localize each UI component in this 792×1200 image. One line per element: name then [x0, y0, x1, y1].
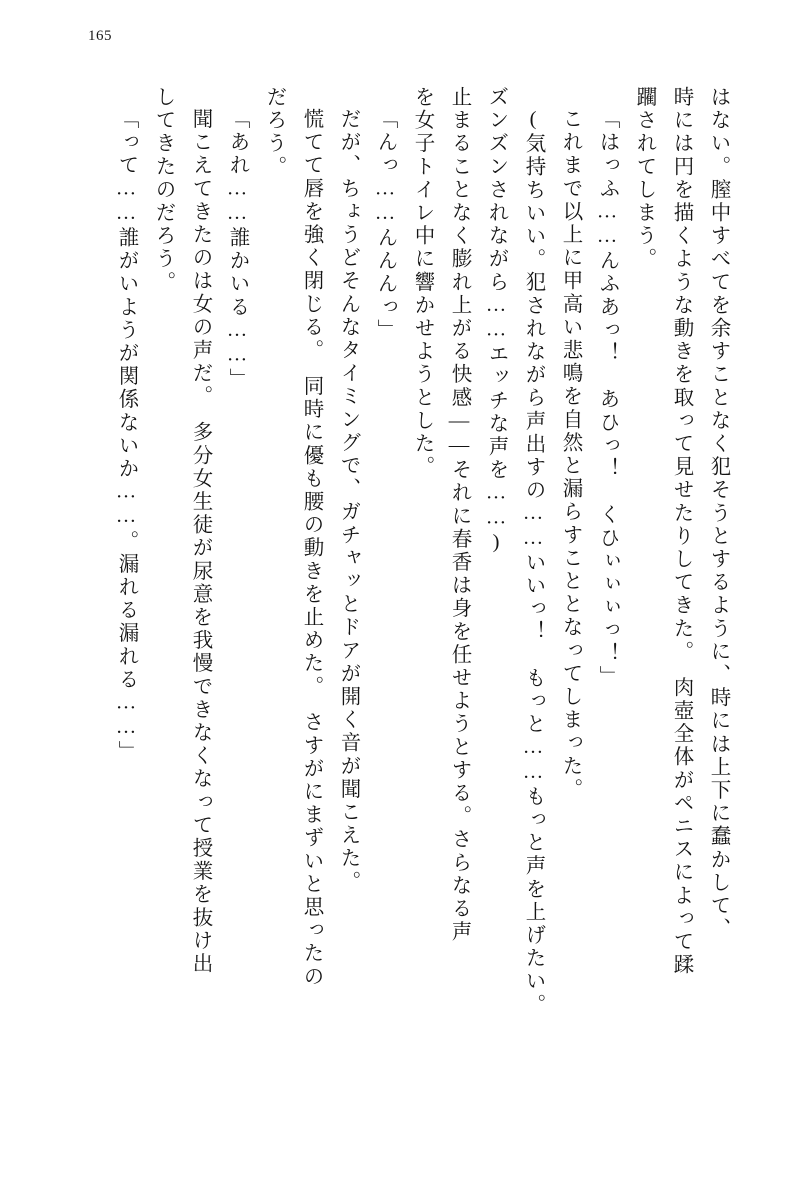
text-line: だが、ちょうどそんなタイミングで、ガチャッとドアが開く音が聞こえた。	[337, 108, 359, 894]
text-line: 「はっふ……んふあっ！ あひっ！ くひぃぃぃっ！」	[596, 108, 618, 689]
text-line: を女子トイレ中に響かせようとした。	[411, 86, 433, 479]
text-line: 時には円を描くような動きを取って見せたりしてきた。 肉壺全体がペニスによって蹂	[670, 86, 692, 977]
text-line: ズンズンされながら……エッチな声を……)	[485, 86, 507, 556]
body-text-block	[60, 86, 728, 1142]
text-line: してきたのだろう。	[152, 86, 174, 294]
text-line: はない。膣中すべてを余すことなく犯そうとするように、時には上下に蠢かして、	[707, 86, 729, 941]
text-line: 止まることなく膨れ上がる快感――それに春香は身を任せようとする。さらなる声	[448, 86, 470, 944]
text-line: 「って……誰がいようが関係ないか……。漏れる漏れる……」	[115, 108, 137, 764]
text-line: 「んっ……んんんっ」	[374, 108, 396, 342]
page-number: 165	[88, 28, 112, 44]
text-line: 慌てて唇を強く閉じる。 同時に優も腰の動きを止めた。 さすがにまずいと思ったの	[300, 108, 322, 989]
text-line: (気持ちいい。犯されながら声出すの……いいっ！ もっと……もっと声を上げたい。	[522, 108, 544, 1017]
text-line: 「あれ……誰かいる……」	[226, 108, 248, 392]
text-line: これまで以上に甲高い悲鳴を自然と漏らすこととなってしまった。	[559, 108, 581, 801]
text-line: だろう。	[263, 86, 285, 179]
text-line: 聞こえてきたのは女の声だ。 多分女生徒が尿意を我慢できなくなって授業を抜け出	[189, 108, 211, 976]
text-line: 躙されてしまう。	[633, 86, 655, 271]
